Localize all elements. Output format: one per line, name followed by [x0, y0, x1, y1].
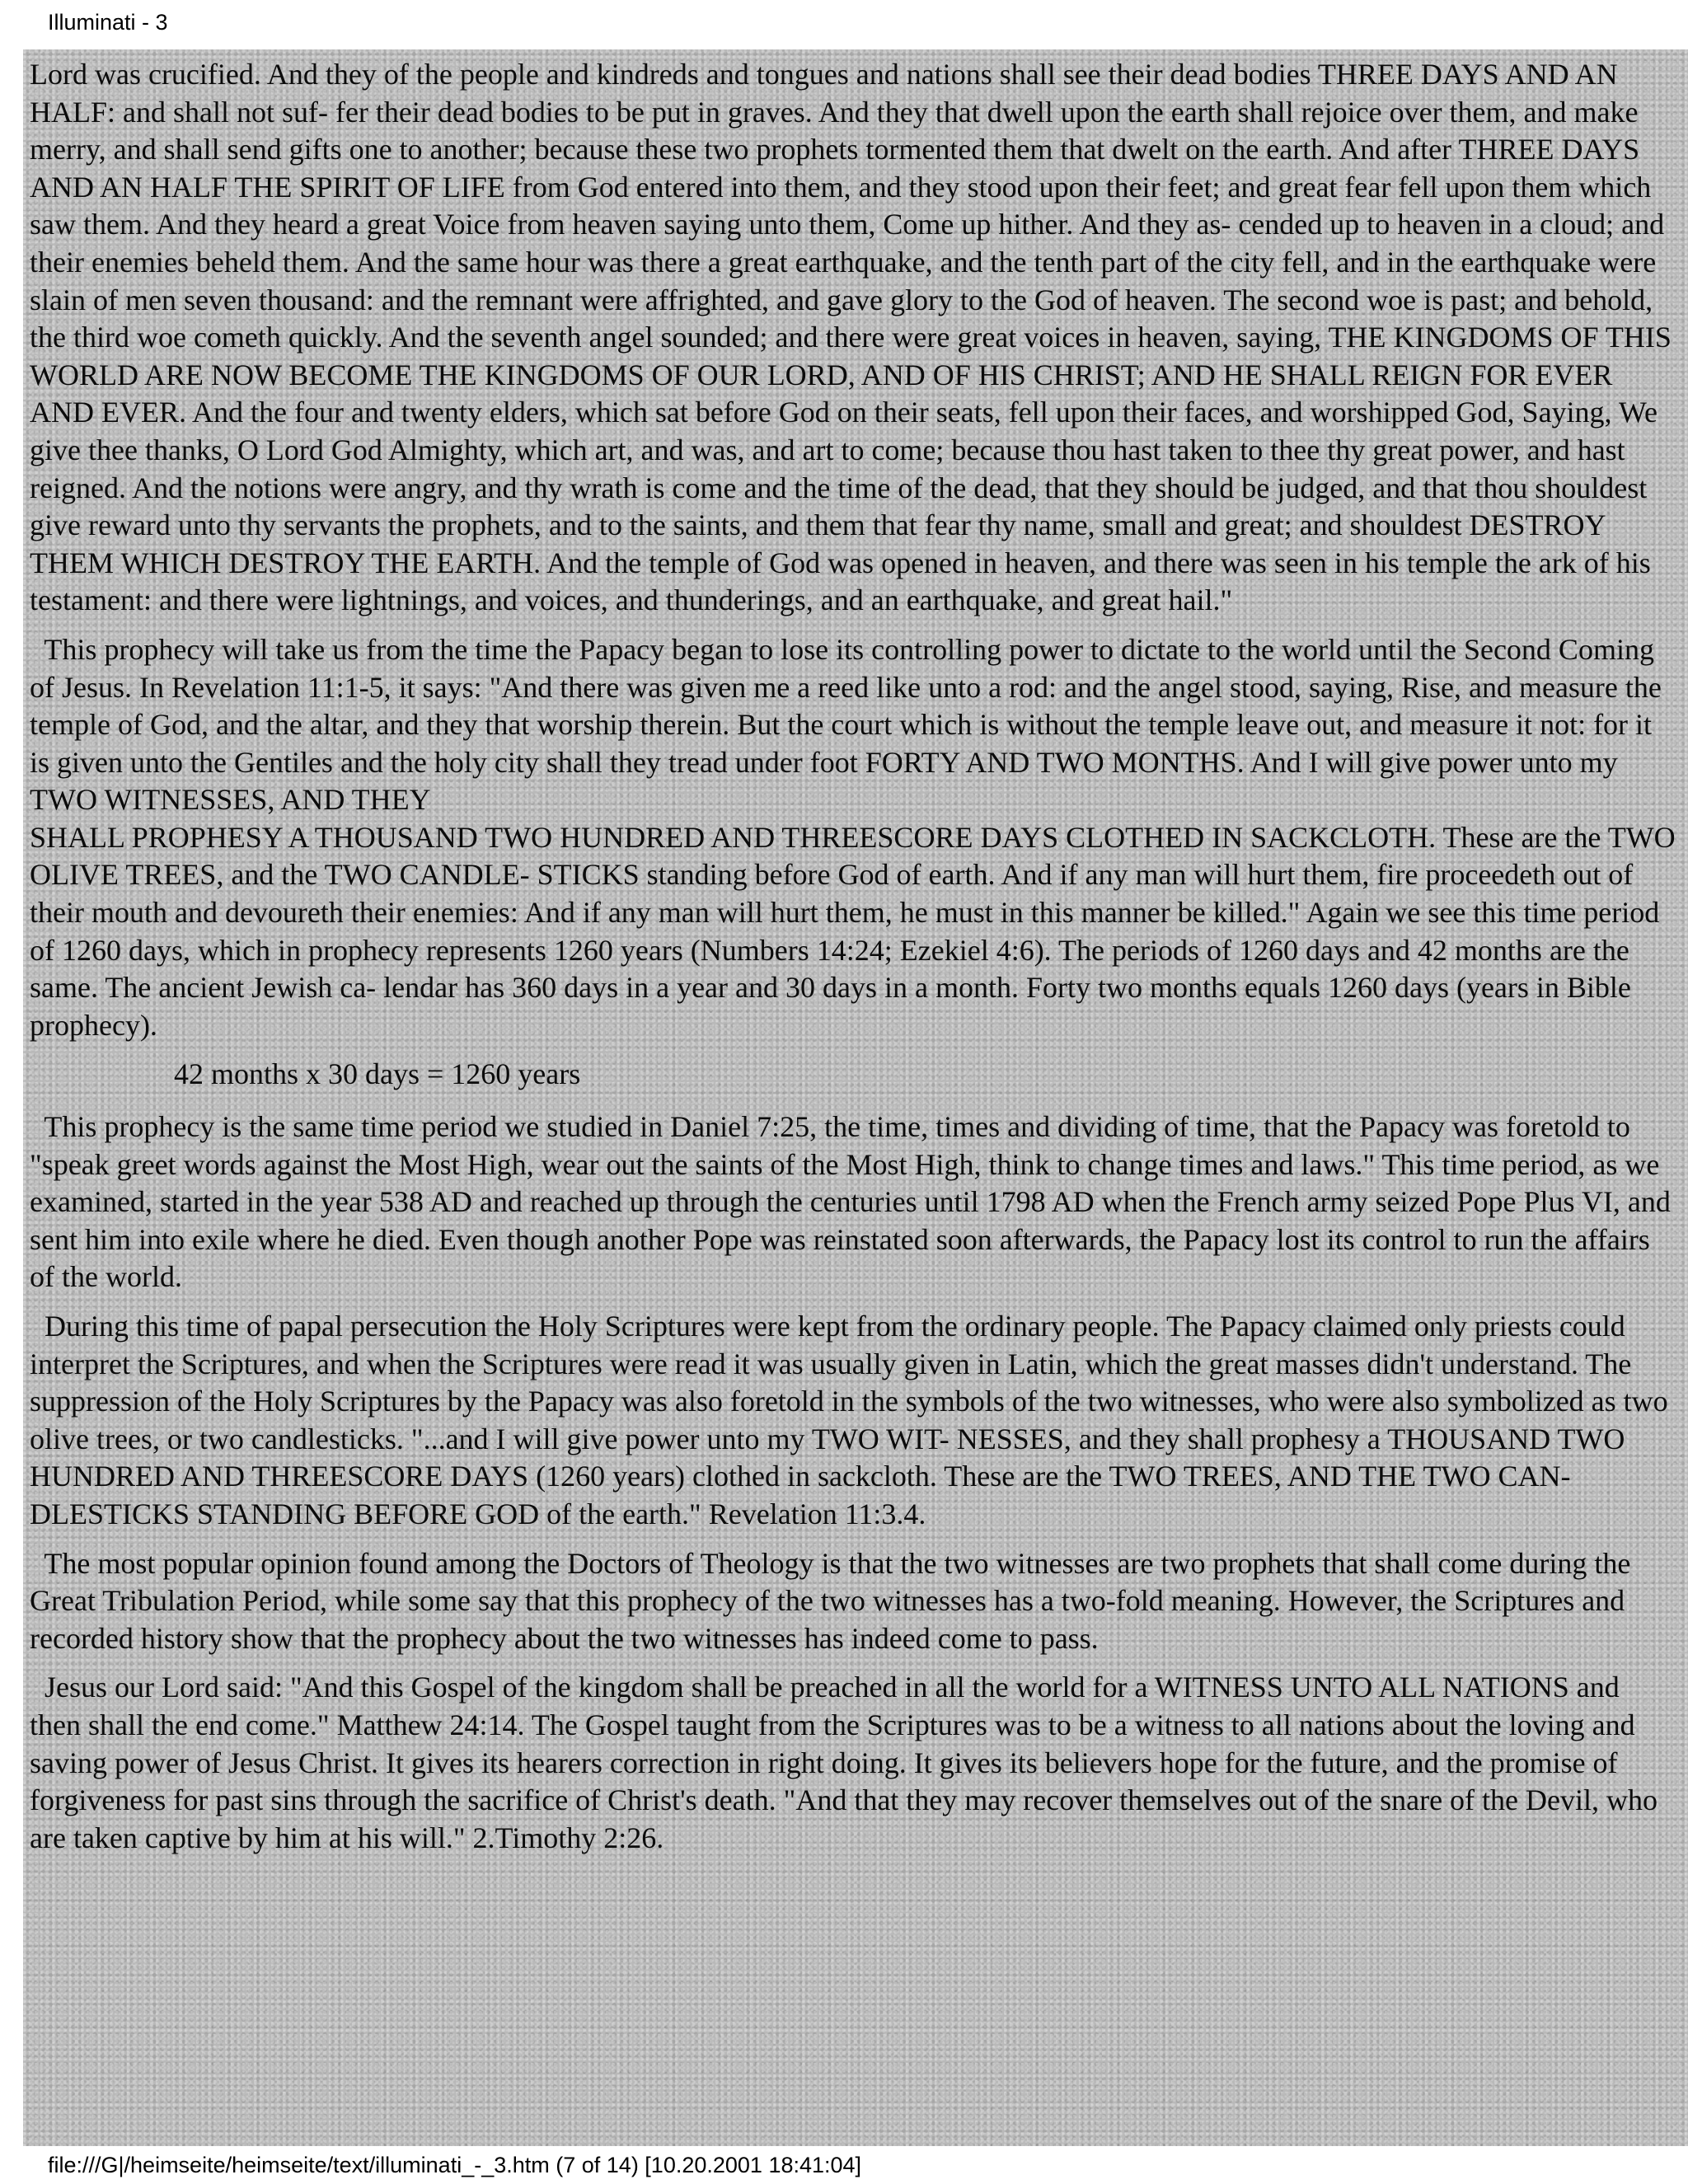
paragraph: During this time of papal persecution the Holy Scriptures were kept from the ordinary people. The Papacy claimed only priests could interpret the Scriptures, and when the Scriptures were read it was usually given in Latin, which the great masses didn't understand. The suppression of the Holy Scriptures by the Papacy was also foretold in the symbols of the two witnesses, who were also symbolized as two olive trees, or two candlesticks. "...and I will give power unto my TWO WIT- NESSES, and they shall prophesy a THOUSAND TWO HUNDRED AND THREESCORE DAYS (1260 years) clothed in sackcloth. These are the TWO TREES, AND THE TWO CAN- DLESTICKS STANDING BEFORE GOD of the earth." Revelation 11:3.4. [30, 1310, 1668, 1530]
paragraph: This prophecy is the same time period we studied in Daniel 7:25, the time, times and dividing of time, that the Papacy was foretold to "speak greet words against the Most High, wear out the saints of the Most High, think to change times and laws." This time period, as we examined, started in the year 538 AD and reached up through the centuries until 1798 AD when the French army seized Pope Plus VI, and sent him into exile where he died. Even though another Pope was reinstated soon afterwards, the Papacy lost its control to run the affairs of the world. [30, 1110, 1671, 1294]
paragraph: Jesus our Lord said: "And this Gospel of the kingdom shall be preached in all the world for a WITNESS UNTO ALL NATIONS and then shall the end come." Matthew 24:14. The Gospel taught from the Scriptures was to be a witness to all nations about the loving and saving power of Jesus Christ. It gives its hearers correction in right doing. It gives its believers hope for the future, and the promise of forgiveness for past sins through the sacrifice of Christ's death. "And that they may recover themselves out of the snare of the Devil, who are taken captive by him at his will." 2.Timothy 2:26. [30, 1671, 1658, 1854]
page-header-title: Illuminati - 3 [48, 10, 168, 35]
document-body [23, 49, 1688, 2146]
page-footer-url: file:///G|/heimseite/heimseite/text/illuminati_-_3.htm (7 of 14) [10.20.2001 18:41:04] [48, 2153, 862, 2177]
formula-line: 42 months x 30 days = 1260 years [174, 1057, 581, 1091]
paragraph: This prophecy will take us from the time the Papacy began to lose its controlling power to dictate to the world until the Second Coming of Jesus. In Revelation 11:1-5, it says: "And there was given me a reed like unto a rod: and the angel stood, saying, Rise, and measure the temple of God, and the altar, and they that worship therein. But the court which is without the temple leave out, and measure it not: for it is given unto the Gentiles and the holy city shall they tread under foot FORTY AND TWO MONTHS. And I will give power unto my TWO WITNESSES, AND THEY SHALL PROPHESY A THOUSAND TWO HUNDRED AND THREESCORE DAYS CLOTHED IN SACKCLOTH. These are the TWO OLIVE TREES, and the TWO CANDLE- STICKS standing before God of earth. And if any man will hurt them, fire proceedeth out of their mouth and devoureth their enemies: And if any man will hurt them, he must in this manner be killed." Again we see this time period of 1260 days, which in prophecy represents 1260 years (Numbers 14:24; Ezekiel 4:6). The periods of 1260 days and 42 months are the same. The ancient Jewish ca- lendar has 360 days in a year and 30 days in a month. Forty two months equals 1260 days (years in Bible prophecy). [30, 632, 1676, 1042]
paragraph: The most popular opinion found among the Doctors of Theology is that the two witnesses are two prophets that shall come during the Great Tribulation Period, while some say that this prophecy of the two witnesses has a two-fold meaning. However, the Scriptures and recorded history show that the prophecy about the two witnesses has indeed come to pass. [30, 1546, 1631, 1655]
paragraph: Lord was crucified. And they of the people and kindreds and tongues and nations shall see their dead bodies THREE DAYS AND AN HALF: and shall not suf- fer their dead bodies to be put in graves. And they that dwell upon the earth shall rejoice over them, and make merry, and shall send gifts one to another; because these two prophets tormented them that dwelt on the earth. And after THREE DAYS AND AN HALF THE SPIRIT OF LIFE from God entered into them, and they stood upon their feet; and great fear fell upon them which saw them. And they heard a great Voice from heaven saying unto them, Come up hither. And they as- cended up to heaven in a cloud; and their enemies beheld them. And the same hour was there a great earthquake, and the tenth part of the city fell, and in the earthquake were slain of men seven thousand: and the remnant were affrighted, and gave glory to the God of heaven. The second woe is past; and behold, the third woe cometh quickly. And the seventh angel sounded; and there were great voices in heaven, saying, THE KINGDOMS OF THIS WORLD ARE NOW BECOME THE KINGDOMS OF OUR LORD, AND OF HIS CHRIST; AND HE SHALL REIGN FOR EVER AND EVER. And the four and twenty elders, which sat before God on their seats, fell upon their faces, and worshipped God, Saying, We give thee thanks, O Lord God Almighty, which art, and was, and art to come; because thou hast taken to thee thy great power, and hast reigned. And the notions were angry, and thy wrath is come and the time of the dead, that they should be judged, and that thou shouldest give reward unto thy servants the prophets, and to the saints, and them that fear thy name, small and great; and shouldest DESTROY THEM WHICH DESTROY THE EARTH. And the temple of God was opened in heaven, and there was seen in his temple the ark of his testament: and there were lightnings, and voices, and thunderings, and an earthquake, and great hail." [30, 58, 1672, 617]
